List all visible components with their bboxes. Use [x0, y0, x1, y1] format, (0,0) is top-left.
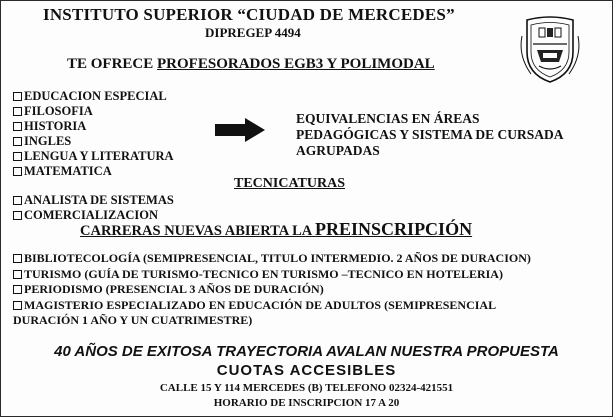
- slogan: 40 AÑOS DE EXITOSA TRAYECTORIA AVALAN NUESTRA PROPUESTA: [54, 343, 559, 360]
- checkbox-icon: [13, 254, 22, 263]
- equivalencias-text: EQUIVALENCIAS EN ÁREAS PEDAGÓGICAS Y SISTEMA DE CURSADA AGRUPADAS: [296, 111, 564, 158]
- checkbox-icon: [13, 211, 22, 220]
- checkbox-icon: [13, 270, 22, 279]
- registration-hours: HORARIO DE INSCRIPCION 17 A 20: [213, 397, 400, 409]
- cuotas-accesibles: CUOTAS ACCESIBLES: [216, 362, 397, 379]
- list-item: HISTORIA: [13, 119, 174, 134]
- list-item: TURISMO (GUÍA DE TURISMO-TECNICO EN TURISMO –TECNICO EN HOTELERIA): [13, 267, 531, 283]
- list-item: EDUCACION ESPECIAL: [13, 89, 174, 104]
- checkbox-icon: [13, 92, 22, 101]
- offer-programs: PROFESORADOS EGB3 Y POLIMODAL: [157, 56, 435, 72]
- checkbox-icon: [13, 285, 22, 294]
- profesorados-list: [13, 89, 174, 179]
- checkbox-icon: [13, 122, 22, 131]
- offer-heading: [67, 56, 435, 73]
- checkbox-icon: [13, 152, 22, 161]
- list-item: FILOSOFIA: [13, 104, 174, 119]
- checkbox-icon: [13, 137, 22, 146]
- list-item: ANALISTA DE SISTEMAS: [13, 193, 174, 208]
- preinscripcion-emphasis: PREINSCRIPCIÓN: [315, 219, 473, 239]
- list-item: MATEMATICA: [13, 164, 174, 179]
- list-item: LENGUA Y LITERATURA: [13, 149, 174, 164]
- tecnicaturas-heading: TECNICATURAS: [234, 176, 345, 191]
- list-item: INGLES: [13, 134, 174, 149]
- offer-prefix: TE OFRECE: [67, 56, 158, 72]
- checkbox-icon: [13, 107, 22, 116]
- checkbox-icon: [13, 196, 22, 205]
- checkbox-icon: [13, 301, 22, 310]
- coat-of-arms-icon: [519, 16, 581, 86]
- checkbox-icon: [13, 167, 22, 176]
- institute-title: INSTITUTO SUPERIOR “CIUDAD DE MERCEDES”: [43, 5, 455, 24]
- dipregep-code: DIPREGEP 4494: [205, 25, 301, 40]
- list-item: COMERCIALIZACION: [13, 208, 174, 223]
- list-item: PERIODISMO (PRESENCIAL 3 AÑOS DE DURACIÓN): [13, 282, 531, 298]
- arrow-right-icon: [215, 118, 265, 142]
- list-item: MAGISTERIO ESPECIALIZADO EN EDUCACIÓN DE ADULTOS (SEMIPRESENCIAL: [13, 298, 531, 314]
- address: CALLE 15 Y 114 MERCEDES (B) TELEFONO 02324-421551: [159, 382, 454, 394]
- new-careers-list: [13, 251, 531, 329]
- list-item: BIBLIOTECOLOGÍA (SEMIPRESENCIAL, TITULO INTERMEDIO. 2 AÑOS DE DURACION): [13, 251, 531, 267]
- list-item-continuation: DURACIÓN 1 AÑO Y UN CUATRIMESTRE): [13, 313, 253, 327]
- new-careers-heading: CARRERAS NUEVAS ABIERTA LA PREINSCRIPCIÓN: [80, 219, 473, 239]
